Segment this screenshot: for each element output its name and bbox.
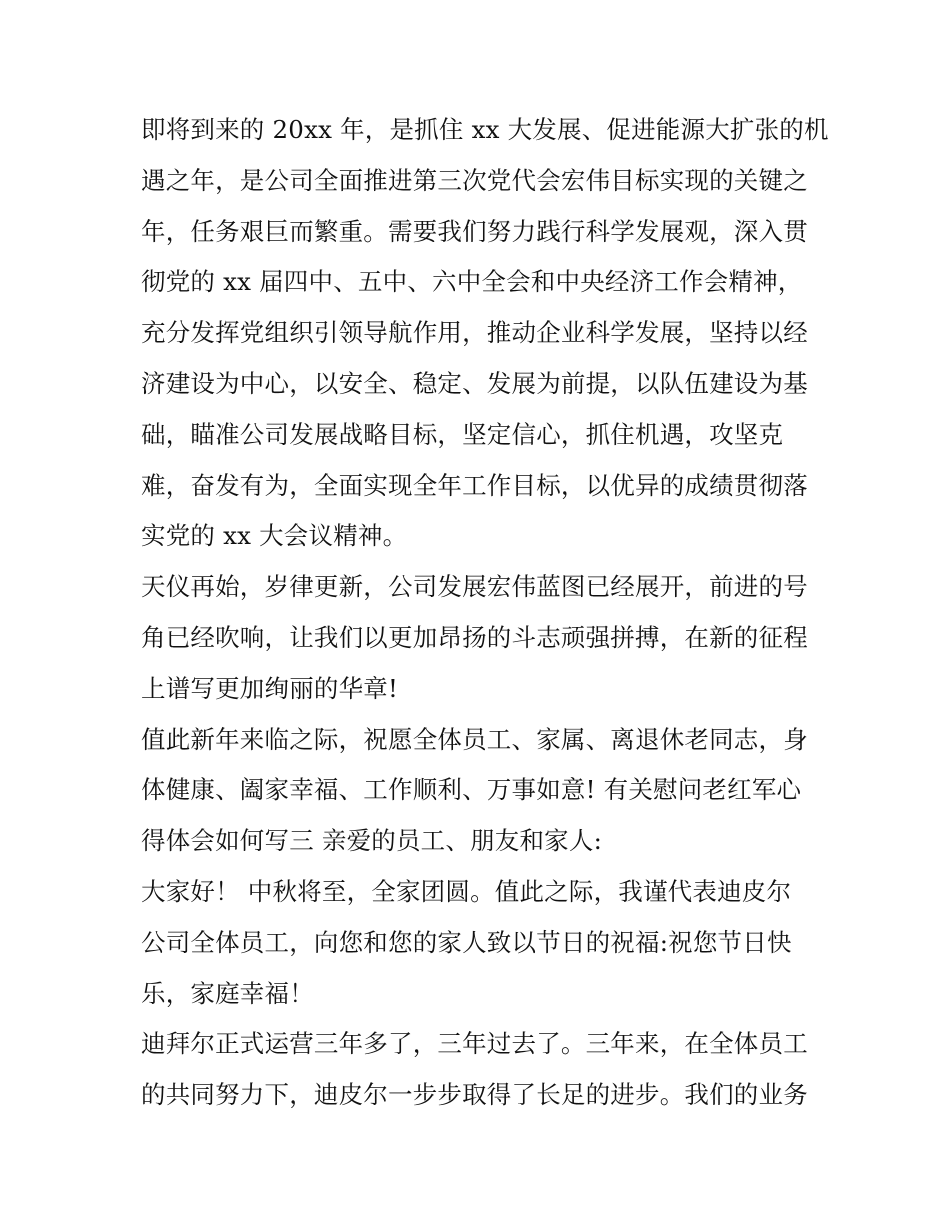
text-line: 大家好！ 中秋将至，全家团圆。值此之际，我谨代表迪皮尔	[141, 876, 792, 906]
text-line: 济建设为中心，以安全、稳定、发展为前提，以队伍建设为基	[141, 368, 808, 398]
text-line: 角已经吹响，让我们以更加昂扬的斗志顽强拼搏，在新的征程	[141, 622, 808, 652]
text-line: 难，奋发有为，全面实现全年工作目标，以优异的成绩贯彻落	[141, 470, 808, 500]
text-line: 础，瞄准公司发展战略目标，坚定信心，抓住机遇，攻坚克	[141, 419, 784, 449]
document-body	[141, 105, 829, 1121]
text-line: 公司全体员工，向您和您的家人致以节日的祝福:祝您节日快	[141, 927, 792, 957]
text-line: 实党的 xx 大会议精神。	[141, 521, 408, 551]
text-line: 遇之年，是公司全面推进第三次党代会宏伟目标实现的关键之	[141, 165, 808, 195]
text-line: 即将到来的 20xx 年，是抓住 xx 大发展、促进能源大扩张的机	[141, 115, 829, 144]
text-line: 年，任务艰巨而繁重。需要我们努力践行科学发展观，深入贯	[141, 216, 808, 246]
text-line: 上谱写更加绚丽的华章!	[141, 673, 399, 703]
text-line: 迪拜尔正式运营三年多了，三年过去了。三年来，在全体员工	[141, 1029, 808, 1059]
text-line: 乐，家庭幸福！	[141, 978, 314, 1008]
text-line: 体健康、阖家幸福、工作顺利、万事如意! 有关慰问老红军心	[141, 775, 802, 805]
text-line: 彻党的 xx 届四中、五中、六中全会和中央经济工作会精神，	[141, 267, 803, 297]
text-line: 值此新年来临之际，祝愿全体员工、家属、离退休老同志，身	[141, 724, 808, 754]
text-line: 得体会如何写三 亲爱的员工、朋友和家人:	[141, 826, 603, 856]
text-line: 天仪再始，岁律更新，公司发展宏伟蓝图已经展开，前进的号	[141, 572, 808, 602]
text-line: 充分发挥党组织引领导航作用，推动企业科学发展，坚持以经	[141, 318, 808, 348]
text-line: 的共同努力下，迪皮尔一步步取得了长足的进步。我们的业务	[141, 1080, 808, 1110]
